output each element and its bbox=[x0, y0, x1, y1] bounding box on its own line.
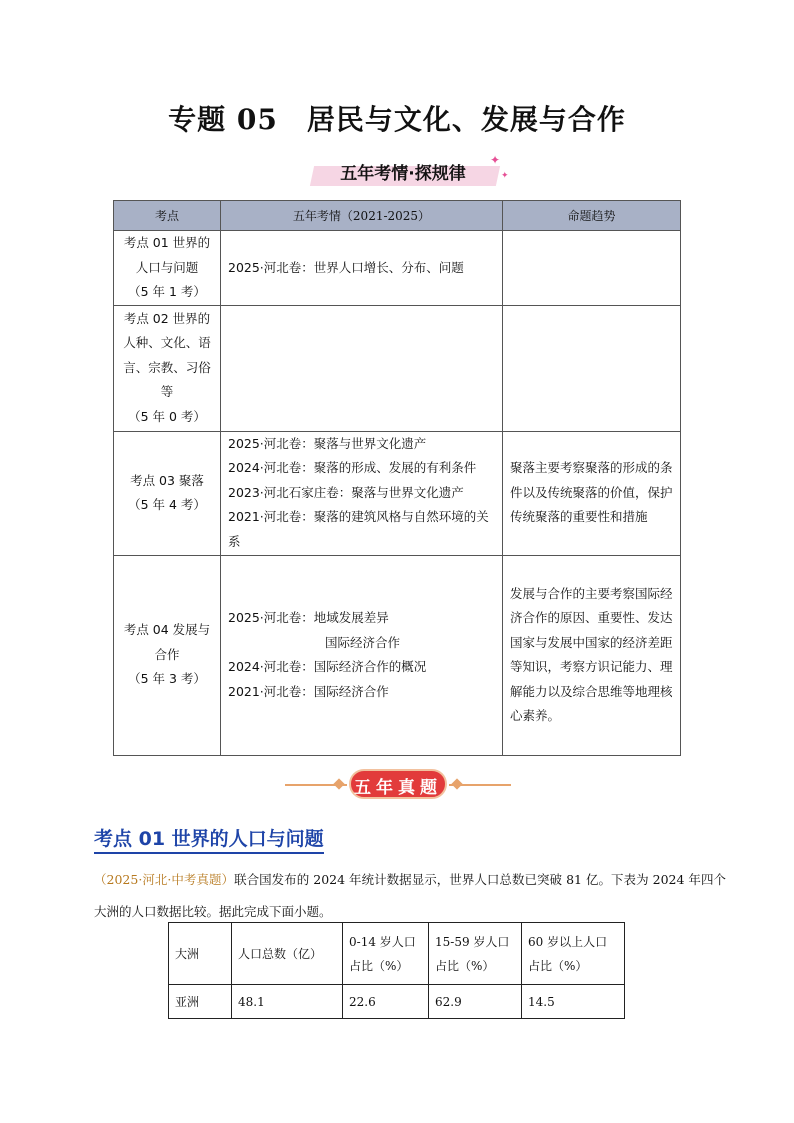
trend-cell: 聚落主要考察聚落的形成的条件以及传统聚落的价值，保护传统聚落的重要性和措施 bbox=[503, 431, 681, 555]
trend-cell bbox=[503, 231, 681, 306]
exam-summary-table bbox=[113, 200, 681, 756]
cell-line: 考点 01 世界的 bbox=[123, 235, 211, 250]
question-text bbox=[94, 864, 726, 928]
cell-line: 2025·河北卷：聚落与世界文化遗产 bbox=[228, 435, 427, 451]
exam-cell bbox=[221, 231, 503, 306]
cell-line: 2023·河北石家庄卷：聚落与世界文化遗产 bbox=[228, 484, 464, 500]
table-header-row bbox=[114, 201, 681, 231]
cell-line: 考点 03 聚落 bbox=[130, 472, 204, 488]
cell-line: （5 年 4 考） bbox=[128, 497, 206, 512]
population-table bbox=[168, 922, 625, 1019]
banner-title: 五年考情·探规律 bbox=[340, 164, 466, 184]
trend-cell: 发展与合作的主要考察国际经济合作的原因、重要性、发达国家与发展中国家的经济差距等知识，考察方识记能力、理解能力以及综合思维等地理核心素养。 bbox=[503, 555, 681, 755]
exam-cell bbox=[221, 431, 503, 555]
question-source: （2025·河北·中考真题） bbox=[94, 872, 235, 887]
header-cell: 大洲 bbox=[169, 923, 232, 985]
page-title: 专题 05 居民与文化、发展与合作 bbox=[168, 103, 626, 136]
cell-line: 考点 04 发展与 bbox=[123, 622, 211, 638]
table-cell: 14.5 bbox=[522, 985, 625, 1019]
exam-cell bbox=[221, 305, 503, 431]
table-cell: 22.6 bbox=[343, 985, 429, 1019]
exam-cell bbox=[221, 555, 503, 755]
cell-line: 2024·河北卷：聚落的形成、发展的有利条件 bbox=[228, 460, 477, 476]
table-cell: 62.9 bbox=[429, 985, 522, 1019]
table-row bbox=[114, 555, 681, 755]
header-cell: 人口总数（亿） bbox=[232, 923, 343, 985]
header-cell: 五年考情（2021-2025） bbox=[221, 201, 503, 231]
cell-line: 人口与问题 bbox=[135, 259, 199, 275]
cell-line: 2025·河北卷：世界人口增长、分布、问题 bbox=[228, 259, 464, 275]
table-cell: 48.1 bbox=[232, 985, 343, 1019]
cell-line: 国际经济合作 bbox=[325, 634, 401, 650]
cell-line: 考点 02 世界的 bbox=[123, 310, 211, 326]
diamond-icon bbox=[333, 778, 344, 789]
banner-rule-right bbox=[449, 784, 511, 786]
table-header-row bbox=[169, 923, 625, 985]
five-year-exams-banner bbox=[285, 768, 511, 802]
cell-line: 2025·河北卷：地域发展差异 bbox=[228, 610, 389, 625]
cell-line: 2024·河北卷：国际经济合作的概况 bbox=[228, 659, 427, 674]
cell-line: （5 年 3 考） bbox=[128, 671, 206, 687]
header-cell: 考点 bbox=[114, 201, 221, 231]
header-cell: 命题趋势 bbox=[503, 201, 681, 231]
topic-cell bbox=[114, 431, 221, 555]
header-cell: 0-14 岁人口占比（%） bbox=[343, 923, 429, 985]
cell-line: 2021·河北卷：聚落的建筑风格与自然环境的关系 bbox=[228, 509, 489, 549]
table-cell: 亚洲 bbox=[169, 985, 232, 1019]
banner-title: 五年真题 bbox=[354, 778, 442, 798]
trend-cell bbox=[503, 305, 681, 431]
cell-line: （5 年 1 考） bbox=[128, 284, 206, 299]
cell-line: 合作 bbox=[154, 646, 180, 662]
cell-line: 人种、文化、语 bbox=[123, 335, 211, 351]
table-row bbox=[169, 985, 625, 1019]
topic-cell bbox=[114, 555, 221, 755]
cell-line: 2021·河北卷：国际经济合作 bbox=[228, 683, 389, 699]
section-heading: 考点 01 世界的人口与问题 bbox=[94, 824, 324, 854]
cell-line: 等 bbox=[160, 384, 174, 400]
sparkle-icon: ✦ bbox=[490, 153, 501, 167]
cell-line: （5 年 0 考） bbox=[128, 408, 206, 424]
header-cell: 15-59 岁人口占比（%） bbox=[429, 923, 522, 985]
header-cell: 60 岁以上人口占比（%） bbox=[522, 923, 625, 985]
question-body: 联合国发布的 2024 年统计数据显示，世界人口总数已突破 81 亿。下表为 2024 年四个大洲的人口数据比较。据此完成下面小题。 bbox=[94, 872, 726, 919]
sparkle-icon: ✦ bbox=[501, 171, 509, 181]
cell-line: 言、宗教、习俗 bbox=[123, 359, 211, 375]
five-year-trend-banner bbox=[306, 155, 510, 189]
topic-cell bbox=[114, 231, 221, 306]
table-row bbox=[114, 305, 681, 431]
table-row bbox=[114, 431, 681, 555]
topic-cell bbox=[114, 305, 221, 431]
table-row bbox=[114, 231, 681, 306]
